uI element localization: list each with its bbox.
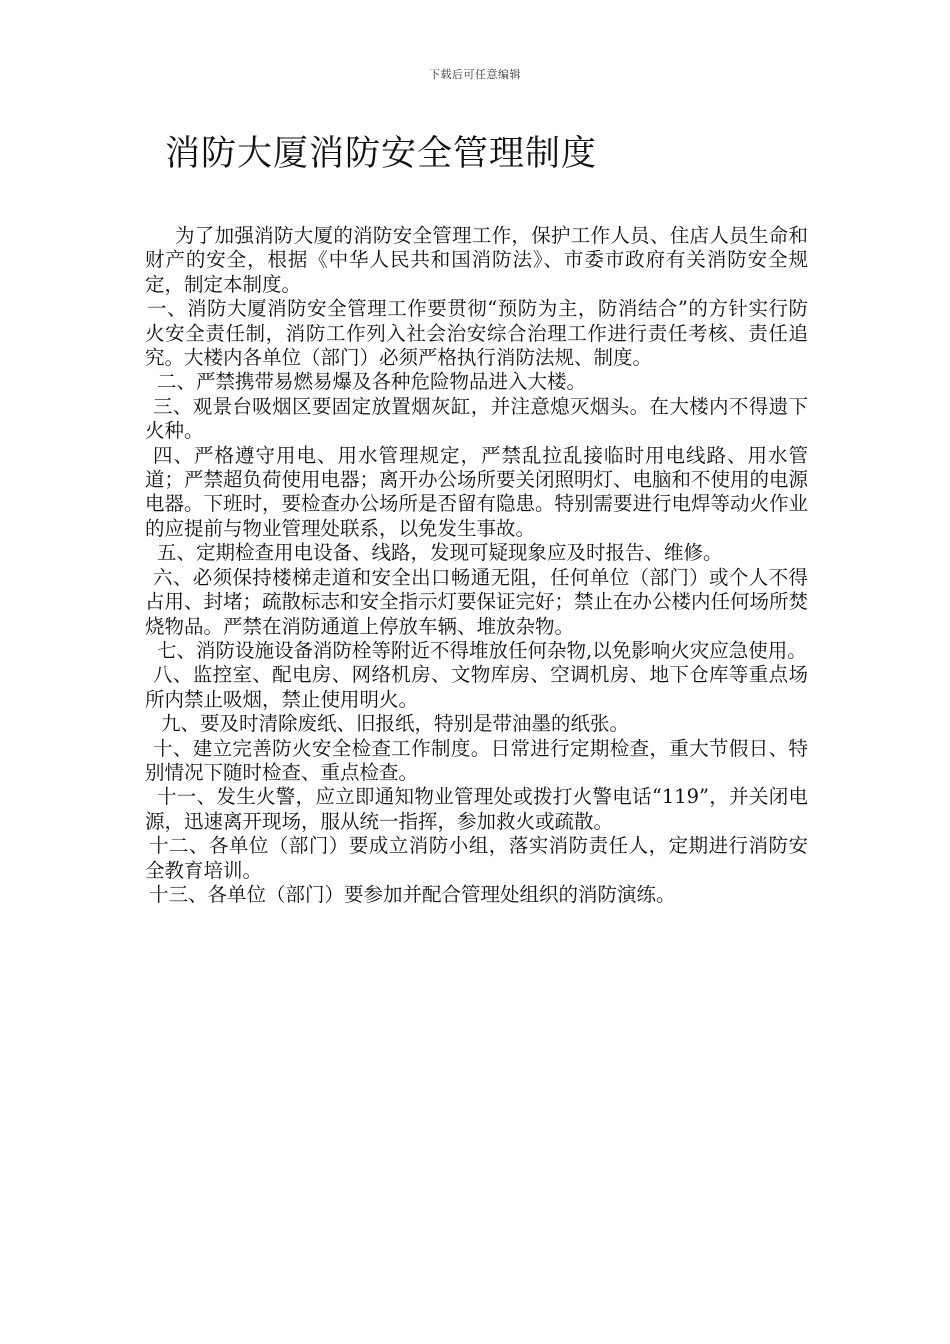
- rule-paragraph-12: 十二、各单位（部门）要成立消防小组，落实消防责任人，定期进行消防安全教育培训。: [145, 834, 808, 882]
- rule-paragraph-7: 七、消防设施设备消防栓等附近不得堆放任何杂物,以免影响火灾应急使用。: [157, 638, 807, 662]
- rule-paragraph-6: 六、必须保持楼梯走道和安全出口畅通无阻，任何单位（部门）或个人不得占用、封堵；疏散标志和安全指示灯要保证完好；禁止在办公楼内任何场所焚烧物品。严禁在消防通道上停放车辆、堆放杂物。: [145, 565, 809, 638]
- rule-paragraph-3: 三、观景台吸烟区要固定放置烟灰缸，并注意熄灭烟头。在大楼内不得遗下火种。: [145, 394, 808, 443]
- rule-paragraph-13: 十三、各单位（部门）要参加并配合管理处组织的消防演练。: [149, 882, 676, 906]
- document-body: [145, 224, 808, 907]
- rule-paragraph-1: 一、消防大厦消防安全管理工作要贯彻“预防为主，防消结合”的方针实行防火安全责任制，消防工作列入社会治安综合治理工作进行责任考核、责任追究。大楼内各单位（部门）必须严格执行消防法规、制度。: [145, 297, 808, 370]
- rule-paragraph-8: 八、监控室、配电房、网络机房、文物库房、空调机房、地下仓库等重点场所内禁止吸烟，禁止使用明火。: [145, 663, 808, 711]
- rule-paragraph-2: 二、严禁携带易燃易爆及各种危险物品进入大楼。: [157, 370, 587, 394]
- intro-paragraph: 为了加强消防大厦的消防安全管理工作，保护工作人员、住店人员生命和财产的安全，根据《中华人民共和国消防法》、市委市政府有关消防安全规定，制定本制度。: [145, 224, 808, 296]
- rule-paragraph-10: 十、建立完善防火安全检查工作制度。日常进行定期检查，重大节假日、特别情况下随时检查、重点检查。: [145, 736, 808, 784]
- rule-paragraph-11: 十一、发生火警，应立即通知物业管理处或拨打火警电话“119”，并关闭电源，迅速离开现场，服从统一指挥，参加救火或疏散。: [145, 785, 808, 833]
- document-title: 消防大厦消防安全管理制度: [165, 134, 598, 174]
- header-note: 下载后可任意编辑: [429, 68, 521, 81]
- rule-paragraph-9: 九、要及时清除废纸、旧报纸，特别是带油墨的纸张。: [161, 712, 630, 736]
- rule-paragraph-5: 五、定期检查用电设备、线路，发现可疑现象应及时报告、维修。: [157, 541, 723, 565]
- rule-paragraph-4: 四、严格遵守用电、用水管理规定，严禁乱拉乱接临时用电线路、用水管道；严禁超负荷使用电器；离开办公场所要关闭照明灯、电脑和不使用的电源电器。下班时，要检查办公场所是否留有隐患。特别需要进行电焊等动火作业的应提前与物业管理处联系，以免发生事故。: [145, 443, 809, 540]
